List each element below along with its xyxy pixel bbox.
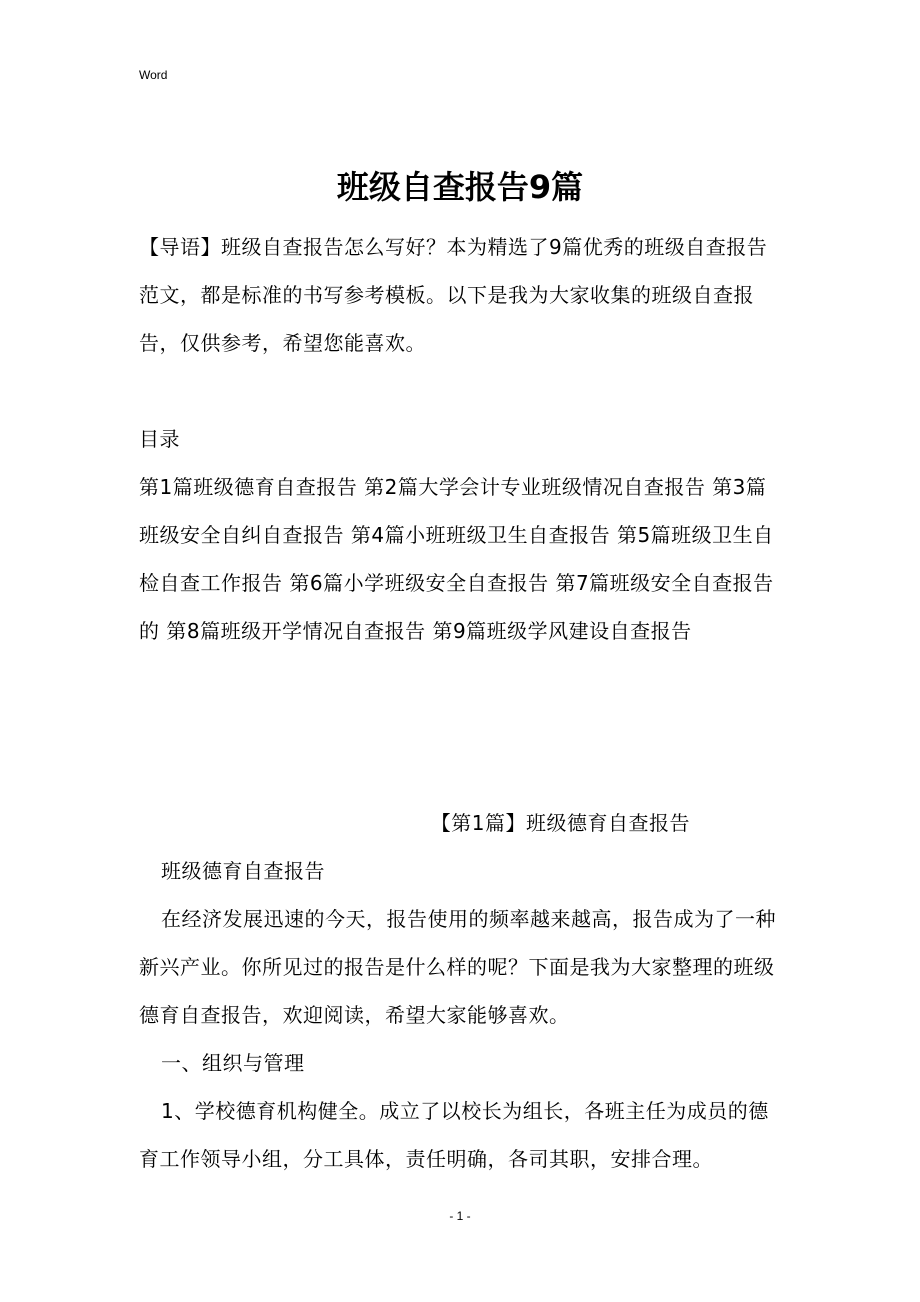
toc-item[interactable]: 第4篇小班班级卫生自查报告 — [350, 523, 611, 547]
toc-item[interactable]: 第8篇班级开学情况自查报告 — [166, 619, 426, 643]
document-title: 班级自查报告9篇 — [336, 168, 584, 207]
toc-item[interactable]: 第6篇小学班级安全自查报告 — [289, 571, 549, 595]
section-body — [139, 847, 784, 1183]
body-paragraph: 在经济发展迅速的今天，报告使用的频率越来越高，报告成为了一种新兴产业。你所见过的报告是什么样的呢？下面是我为大家整理的班级德育自查报告，欢迎阅读，希望大家能够喜欢。 — [139, 907, 776, 1027]
body-paragraph: 一、组织与管理 — [161, 1051, 305, 1075]
intro-paragraph: 【导语】班级自查报告怎么写好？本为精选了9篇优秀的班级自查报告范文，都是标准的书写参考模板。以下是我为大家收集的班级自查报告，仅供参考，希望您能喜欢。 — [139, 235, 768, 355]
toc-item[interactable]: 第2篇大学会计专业班级情况自查报告 — [364, 475, 706, 499]
body-paragraph: 1、学校德育机构健全。成立了以校长为组长，各班主任为成员的德育工作领导小组，分工具体，责任明确，各司其职，安排合理。 — [139, 1099, 769, 1171]
toc-list — [139, 463, 784, 655]
body-paragraph: 班级德育自查报告 — [161, 859, 325, 883]
toc-item[interactable]: 第7篇班级安全自查报告的 — [139, 571, 774, 643]
toc-heading: 目录 — [139, 427, 180, 451]
toc-item[interactable]: 第3篇班级安全自纠自查报告 — [139, 475, 767, 547]
page-number: - 1 - — [449, 1209, 471, 1223]
section-heading: 【第1篇】班级德育自查报告 — [430, 811, 690, 835]
toc-item[interactable]: 第1篇班级德育自查报告 — [139, 475, 358, 499]
header-label: Word — [139, 68, 168, 82]
toc-item[interactable]: 第9篇班级学风建设自查报告 — [432, 619, 692, 643]
toc-item[interactable]: 第5篇班级卫生自检自查工作报告 — [139, 523, 774, 595]
